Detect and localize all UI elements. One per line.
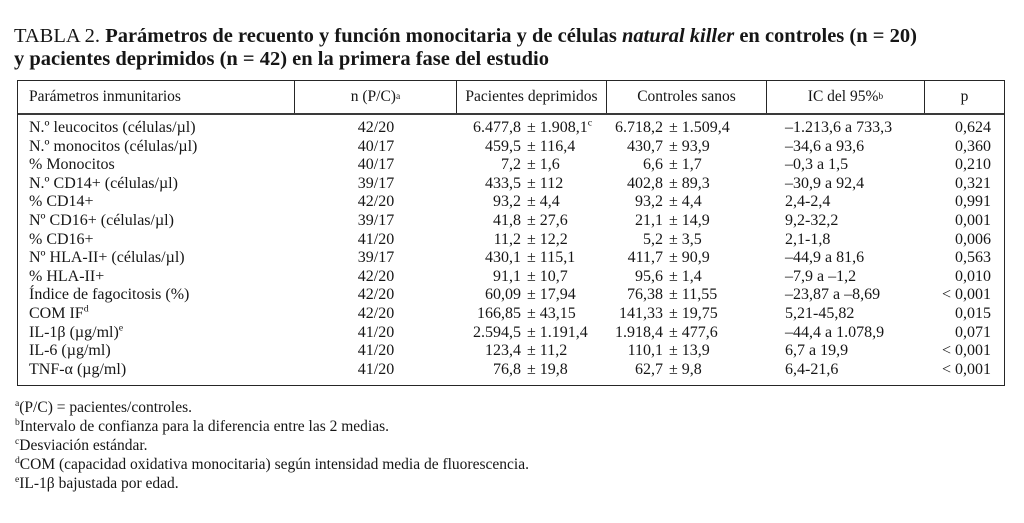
- cell-param: N.º CD14+ (células/µl): [29, 174, 178, 192]
- table-row: [18, 324, 1004, 343]
- patients-mean: 7,2: [501, 156, 521, 174]
- cell-patients: [457, 138, 607, 157]
- cell-n: 40/17: [357, 156, 395, 174]
- cell-n: 39/17: [357, 249, 395, 267]
- controls-mean: 5,2: [643, 230, 663, 248]
- cell-patients: [457, 156, 607, 175]
- cell-param: IL-6 (µg/ml): [29, 342, 111, 360]
- table-row: [18, 231, 1004, 250]
- table-row: [18, 305, 1004, 324]
- title-text-2: en controles (n = 20): [734, 25, 917, 47]
- controls-mean: 95,6: [635, 267, 663, 285]
- cell-ci: 2,1-1,8: [785, 230, 831, 248]
- patients-mean: 459,5: [485, 137, 521, 155]
- cell-patients: [457, 286, 607, 305]
- patients-mean: 11,2: [493, 230, 521, 248]
- cell-p: 0,563: [955, 249, 991, 267]
- cell-controls: [607, 305, 767, 324]
- cell-n: 39/17: [357, 174, 395, 192]
- patients-sd: ± 115,1: [527, 249, 576, 267]
- patients-sd: ± 112: [527, 174, 564, 192]
- cell-ci: 5,21-45,82: [785, 304, 855, 322]
- table-row: [18, 212, 1004, 231]
- controls-mean: 76,38: [627, 286, 663, 304]
- table-row: [18, 175, 1004, 194]
- patients-sd: ± 1.191,4: [527, 323, 588, 341]
- cell-n: 41/20: [357, 323, 395, 341]
- patients-mean: 93,2: [493, 193, 521, 211]
- cell-ci: 2,4-2,4: [785, 193, 831, 211]
- controls-mean: 21,1: [635, 211, 663, 229]
- table-row: [18, 156, 1004, 175]
- patients-mean: 430,1: [485, 249, 521, 267]
- table-row: [18, 249, 1004, 268]
- patients-mean: 123,4: [485, 342, 521, 360]
- cell-patients: [457, 193, 607, 212]
- patients-sd: ± 11,2: [527, 342, 568, 360]
- data-table: [17, 80, 1005, 386]
- patients-mean: 60,09: [485, 286, 521, 304]
- header-controles: Controles sanos: [607, 81, 767, 113]
- controls-mean: 110,1: [627, 342, 663, 360]
- cell-patients: [457, 268, 607, 287]
- table-row: [18, 268, 1004, 287]
- controls-mean: 62,7: [635, 360, 663, 378]
- table-row: [18, 342, 1004, 361]
- cell-n: 42/20: [357, 119, 395, 136]
- cell-ci: –1.213,6 a 733,3: [785, 119, 893, 136]
- cell-ci: –44,9 a 81,6: [785, 249, 865, 267]
- cell-n: 41/20: [357, 342, 395, 360]
- controls-mean: 141,33: [619, 304, 663, 322]
- cell-p: 0,015: [955, 304, 991, 322]
- cell-param: Nº HLA-II+ (células/µl): [29, 249, 185, 267]
- cell-ci: –7,9 a –1,2: [785, 267, 857, 285]
- cell-controls: [607, 231, 767, 250]
- patients-sd: ± 116,4: [527, 137, 576, 155]
- cell-ci: 6,7 a 19,9: [785, 342, 849, 360]
- cell-param: N.º monocitos (células/µl): [29, 137, 198, 155]
- cell-p: < 0,001: [941, 342, 991, 360]
- header-ic95: IC del 95% b: [767, 81, 925, 113]
- footnote-a: $^a$(P/C) = pacientes/controles.: [15, 398, 193, 417]
- controls-sd: ± 14,9: [669, 211, 710, 229]
- title-text-1: Parámetros de recuento y función monocitaria y de células: [105, 25, 622, 47]
- cell-param: N.º leucocitos (células/µl): [29, 119, 196, 136]
- table-title-line1: [14, 25, 1024, 48]
- cell-p: 0,624: [955, 119, 991, 136]
- cell-param: Nº CD16+ (células/µl): [29, 211, 174, 229]
- table-title: [14, 25, 1024, 71]
- patients-mean: 6.477,8: [473, 119, 521, 136]
- cell-p: < 0,001: [941, 286, 991, 304]
- cell-n: 39/17: [357, 211, 395, 229]
- patients-sd: ± 1,6: [527, 156, 560, 174]
- cell-patients: [457, 119, 607, 138]
- cell-n: 42/20: [357, 286, 395, 304]
- table-row: [18, 119, 1004, 138]
- controls-sd: ± 19,75: [669, 304, 718, 322]
- cell-p: < 0,001: [941, 360, 991, 378]
- table-row: [18, 138, 1004, 157]
- patients-sd: ± 17,94: [527, 286, 576, 304]
- cell-controls: [607, 212, 767, 231]
- cell-patients: [457, 175, 607, 194]
- table-body: [18, 115, 1004, 385]
- table-row: [18, 193, 1004, 212]
- controls-sd: ± 93,9: [669, 137, 710, 155]
- patients-sd: ± 10,7: [527, 267, 568, 285]
- title-italic-term: natural killer: [621, 25, 735, 47]
- cell-p: 0,210: [955, 156, 991, 174]
- cell-ci: 6,4-21,6: [785, 360, 839, 378]
- cell-patients: [457, 324, 607, 343]
- cell-patients: [457, 212, 607, 231]
- cell-controls: [607, 156, 767, 175]
- patients-mean: 41,8: [493, 211, 521, 229]
- cell-param: % Monocitos: [29, 156, 115, 174]
- cell-n: 42/20: [357, 193, 395, 211]
- cell-n: 42/20: [357, 267, 395, 285]
- controls-sd: ± 90,9: [669, 249, 710, 267]
- cell-n: 40/17: [357, 137, 395, 155]
- controls-sd: ± 1,7: [669, 156, 702, 174]
- footnote-d: $^d$COM (capacidad oxidativa monocitaria) según intensidad media de fluorescencia.: [15, 454, 529, 473]
- cell-controls: [607, 361, 767, 380]
- cell-n: 42/20: [357, 304, 395, 322]
- patients-sd: ± 1.908,1$^c$: [527, 117, 593, 136]
- controls-sd: ± 13,9: [669, 342, 710, 360]
- patients-sd: ± 43,15: [527, 304, 576, 322]
- cell-ci: 9,2-32,2: [785, 211, 839, 229]
- controls-mean: 93,2: [635, 193, 663, 211]
- footnotes: [15, 399, 1024, 493]
- cell-param: IL-1β $(\mu g/ml)^e$: [29, 322, 124, 341]
- controls-mean: 1.918,4: [615, 323, 663, 341]
- footnote-b: $^b$Intervalo de confianza para la diferencia entre las 2 medias.: [15, 416, 390, 436]
- table-title-line2: y pacientes deprimidos (n = 42) en la primera fase del estudio: [14, 48, 549, 70]
- patients-mean: 76,8: [493, 360, 521, 378]
- cell-p: 0,001: [955, 211, 991, 229]
- table-header-row: [18, 81, 1004, 115]
- cell-p: 0,360: [955, 137, 991, 155]
- cell-controls: [607, 193, 767, 212]
- cell-controls: [607, 175, 767, 194]
- cell-controls: [607, 286, 767, 305]
- patients-sd: ± 27,6: [527, 211, 568, 229]
- patients-mean: 91,1: [493, 267, 521, 285]
- header-pacientes: Pacientes deprimidos: [457, 81, 607, 113]
- controls-mean: 6.718,2: [615, 119, 663, 136]
- controls-sd: ± 4,4: [669, 193, 702, 211]
- cell-controls: [607, 268, 767, 287]
- controls-mean: 411,7: [627, 249, 663, 267]
- cell-param: Índice de fagocitosis (%): [29, 286, 190, 304]
- controls-sd: ± 9,8: [669, 360, 702, 378]
- controls-mean: 430,7: [627, 137, 663, 155]
- cell-controls: [607, 249, 767, 268]
- cell-n: 41/20: [357, 230, 395, 248]
- cell-ci: –44,4 a 1.078,9: [785, 323, 885, 341]
- patients-mean: 166,85: [477, 304, 521, 322]
- cell-controls: [607, 324, 767, 343]
- cell-ci: –34,6 a 93,6: [785, 137, 865, 155]
- cell-patients: [457, 342, 607, 361]
- cell-param: % CD16+: [29, 230, 94, 248]
- cell-p: 0,006: [955, 230, 991, 248]
- table-row: [18, 361, 1004, 380]
- controls-sd: ± 3,5: [669, 230, 702, 248]
- cell-patients: [457, 305, 607, 324]
- cell-controls: [607, 119, 767, 138]
- cell-n: 41/20: [357, 360, 395, 378]
- cell-controls: [607, 342, 767, 361]
- cell-param: TNF-α (µg/ml): [29, 360, 127, 378]
- cell-patients: [457, 361, 607, 380]
- patients-sd: ± 12,2: [527, 230, 568, 248]
- controls-sd: ± 89,3: [669, 174, 710, 192]
- patients-mean: 2.594,5: [473, 323, 521, 341]
- footnote-c: $^c$Desviación estándar.: [15, 435, 148, 454]
- controls-sd: ± 477,6: [669, 323, 718, 341]
- header-p: p: [960, 88, 969, 105]
- table-row: [18, 286, 1004, 305]
- cell-patients: [457, 249, 607, 268]
- scanned-paper-page: [0, 25, 1024, 523]
- cell-ci: –23,87 a –8,69: [785, 286, 881, 304]
- controls-sd: ± 1,4: [669, 267, 702, 285]
- cell-controls: [607, 138, 767, 157]
- cell-patients: [457, 231, 607, 250]
- controls-sd: ± 11,55: [669, 286, 718, 304]
- cell-param: COM $IF^d$: [29, 303, 89, 322]
- cell-param: % CD14+: [29, 193, 94, 211]
- cell-ci: –0,3 a 1,5: [785, 156, 849, 174]
- footnote-e: $^e$IL-1β bajustada por edad.: [15, 473, 179, 492]
- table-label: TABLA 2.: [14, 25, 106, 47]
- cell-param: % HLA-II+: [29, 267, 105, 285]
- cell-p: 0,321: [955, 174, 991, 192]
- cell-p: 0,991: [955, 193, 991, 211]
- controls-mean: 402,8: [627, 174, 663, 192]
- cell-ci: –30,9 a 92,4: [785, 174, 865, 192]
- cell-p: 0,010: [955, 267, 991, 285]
- patients-sd: ± 4,4: [527, 193, 560, 211]
- patients-mean: 433,5: [485, 174, 521, 192]
- cell-p: 0,071: [955, 323, 991, 341]
- header-n-pc: n (P/C) a: [295, 81, 457, 113]
- controls-mean: 6,6: [643, 156, 663, 174]
- patients-sd: ± 19,8: [527, 360, 568, 378]
- header-parametros: Parámetros inmunitarios: [18, 81, 295, 113]
- controls-sd: ± 1.509,4: [669, 119, 730, 136]
